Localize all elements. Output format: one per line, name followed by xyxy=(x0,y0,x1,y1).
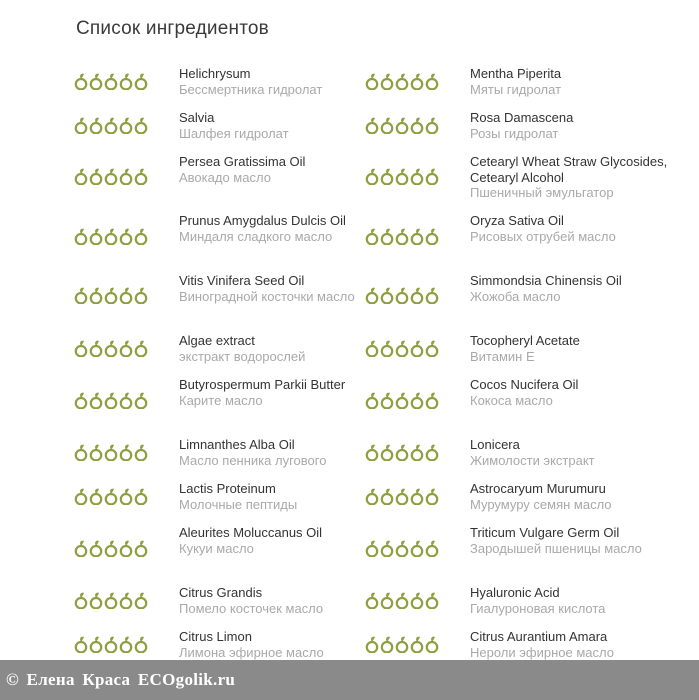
ingredient-texts xyxy=(470,377,670,408)
olive-icon xyxy=(89,488,103,505)
olive-icon xyxy=(425,488,439,505)
olive-icon xyxy=(134,540,148,557)
ingredient-texts xyxy=(470,585,670,616)
olive-icon xyxy=(380,444,394,461)
olive-icon xyxy=(410,636,424,653)
ingredient-name: Hyaluronic Acid xyxy=(470,585,560,600)
olive-icon xyxy=(89,444,103,461)
olive-icon xyxy=(119,117,133,134)
olive-icon xyxy=(395,168,409,185)
olive-icon xyxy=(89,340,103,357)
ingredient-texts xyxy=(179,525,364,556)
ingredient-texts xyxy=(179,437,364,468)
olive-icon xyxy=(410,488,424,505)
olive-icon xyxy=(74,488,88,505)
olive-icon xyxy=(395,488,409,505)
rating-olives xyxy=(74,488,148,505)
ingredient-name: Prunus Amygdalus Dulcis Oil xyxy=(179,213,346,228)
ingredient-description: Кокоса масло xyxy=(470,392,553,408)
olive-icon xyxy=(134,444,148,461)
olive-icon xyxy=(89,392,103,409)
olive-icon xyxy=(104,636,118,653)
ingredient-name: Tocopheryl Acetate xyxy=(470,333,580,348)
olive-icon xyxy=(380,636,394,653)
ingredient-name: Persea Gratissima Oil xyxy=(179,154,306,169)
olive-icon xyxy=(74,228,88,245)
olive-icon xyxy=(395,392,409,409)
olive-icon xyxy=(104,228,118,245)
olive-icon xyxy=(134,636,148,653)
rating-olives xyxy=(365,73,439,90)
olive-icon xyxy=(89,117,103,134)
ingredient-description: Жимолости экстракт xyxy=(470,452,595,468)
rating-olives xyxy=(365,168,439,185)
olive-icon xyxy=(395,444,409,461)
olive-icon xyxy=(365,592,379,609)
olive-icon xyxy=(425,73,439,90)
olive-icon xyxy=(380,540,394,557)
olive-icon xyxy=(89,228,103,245)
olive-icon xyxy=(104,444,118,461)
ingredient-description: Шалфея гидролат xyxy=(179,125,289,141)
olive-icon xyxy=(380,117,394,134)
olive-icon xyxy=(365,287,379,304)
olive-icon xyxy=(134,228,148,245)
olive-icon xyxy=(425,392,439,409)
olive-icon xyxy=(104,168,118,185)
rating-olives xyxy=(365,488,439,505)
rating-olives xyxy=(365,592,439,609)
ingredient-description: экстракт водорослей xyxy=(179,348,306,364)
olive-icon xyxy=(119,592,133,609)
ingredient-texts xyxy=(179,154,364,185)
olive-icon xyxy=(74,287,88,304)
olive-icon xyxy=(365,488,379,505)
olive-icon xyxy=(410,592,424,609)
olive-icon xyxy=(410,287,424,304)
olive-icon xyxy=(425,592,439,609)
rating-olives xyxy=(74,392,148,409)
olive-icon xyxy=(74,73,88,90)
olive-icon xyxy=(119,168,133,185)
olive-icon xyxy=(410,228,424,245)
rating-olives xyxy=(365,340,439,357)
olive-icon xyxy=(104,540,118,557)
rating-olives xyxy=(74,540,148,557)
olive-icon xyxy=(365,540,379,557)
olive-icon xyxy=(365,117,379,134)
ingredient-texts xyxy=(179,333,364,364)
olive-icon xyxy=(380,228,394,245)
olive-icon xyxy=(395,340,409,357)
ingredient-description: Помело косточек масло xyxy=(179,600,324,616)
ingredient-description: Кукуи масло xyxy=(179,540,254,556)
olive-icon xyxy=(134,592,148,609)
olive-icon xyxy=(134,488,148,505)
olive-icon xyxy=(74,117,88,134)
ingredient-texts xyxy=(470,273,670,304)
olive-icon xyxy=(425,287,439,304)
ingredient-name: Helichrysum xyxy=(179,66,251,81)
olive-icon xyxy=(74,636,88,653)
ingredient-description: Жожоба масло xyxy=(470,288,561,304)
olive-icon xyxy=(134,392,148,409)
olive-icon xyxy=(134,340,148,357)
olive-icon xyxy=(380,592,394,609)
ingredient-description: Розы гидролат xyxy=(470,125,559,141)
ingredient-name: Butyrospermum Parkii Butter xyxy=(179,377,346,392)
olive-icon xyxy=(410,168,424,185)
olive-icon xyxy=(365,168,379,185)
rating-olives xyxy=(365,287,439,304)
olive-icon xyxy=(119,540,133,557)
rating-olives xyxy=(365,392,439,409)
ingredient-texts xyxy=(470,629,670,660)
olive-icon xyxy=(425,444,439,461)
rating-olives xyxy=(74,340,148,357)
olive-icon xyxy=(74,168,88,185)
ingredient-description: Масло пенника лугового xyxy=(179,452,327,468)
olive-icon xyxy=(134,73,148,90)
olive-icon xyxy=(134,168,148,185)
olive-icon xyxy=(395,592,409,609)
olive-icon xyxy=(89,636,103,653)
rating-olives xyxy=(365,444,439,461)
olive-icon xyxy=(365,444,379,461)
olive-icon xyxy=(425,117,439,134)
page-title: Список ингредиентов xyxy=(76,18,269,39)
ingredient-name: Lonicera xyxy=(470,437,520,452)
ingredient-name: Citrus Aurantium Amara xyxy=(470,629,608,644)
ingredient-texts xyxy=(470,154,670,201)
olive-icon xyxy=(395,117,409,134)
olive-icon xyxy=(74,592,88,609)
olive-icon xyxy=(380,168,394,185)
ingredient-texts xyxy=(179,273,364,304)
olive-icon xyxy=(104,287,118,304)
olive-icon xyxy=(104,73,118,90)
olive-icon xyxy=(74,392,88,409)
ingredient-description: Молочные пептиды xyxy=(179,496,298,512)
ingredient-name: Algae extract xyxy=(179,333,255,348)
olive-icon xyxy=(410,73,424,90)
olive-icon xyxy=(365,73,379,90)
olive-icon xyxy=(119,340,133,357)
ingredient-description: Зародышей пшеницы масло xyxy=(470,540,642,556)
ingredient-description: Рисовых отрубей масло xyxy=(470,228,616,244)
ingredient-name: Rosa Damascena xyxy=(470,110,574,125)
ingredient-texts xyxy=(179,213,364,244)
rating-olives xyxy=(74,636,148,653)
olive-icon xyxy=(104,488,118,505)
olive-icon xyxy=(395,228,409,245)
olive-icon xyxy=(365,228,379,245)
olive-icon xyxy=(89,287,103,304)
rating-olives xyxy=(365,117,439,134)
ingredient-description: Авокадо масло xyxy=(179,169,271,185)
ingredient-description: Мяты гидролат xyxy=(470,81,562,97)
olive-icon xyxy=(365,340,379,357)
ingredient-texts xyxy=(470,437,670,468)
ingredient-description: Витамин Е xyxy=(470,348,535,364)
watermark-text: © Елена Краса ECOgolik.ru xyxy=(6,670,236,689)
olive-icon xyxy=(134,287,148,304)
ingredient-texts xyxy=(179,481,364,512)
olive-icon xyxy=(425,540,439,557)
ingredient-description: Бессмертника гидролат xyxy=(179,81,323,97)
olive-icon xyxy=(119,287,133,304)
olive-icon xyxy=(89,592,103,609)
ingredient-description: Виноградной косточки масло xyxy=(179,288,355,304)
ingredient-texts xyxy=(470,525,670,556)
olive-icon xyxy=(119,392,133,409)
olive-icon xyxy=(365,392,379,409)
ingredient-name: Astrocaryum Murumuru xyxy=(470,481,606,496)
ingredient-texts xyxy=(179,110,364,141)
rating-olives xyxy=(74,287,148,304)
olive-icon xyxy=(395,540,409,557)
olive-icon xyxy=(74,444,88,461)
olive-icon xyxy=(74,340,88,357)
ingredient-texts xyxy=(179,629,364,660)
olive-icon xyxy=(380,488,394,505)
olive-icon xyxy=(380,392,394,409)
olive-icon xyxy=(425,168,439,185)
olive-icon xyxy=(380,287,394,304)
ingredient-texts xyxy=(179,377,364,408)
olive-icon xyxy=(425,228,439,245)
olive-icon xyxy=(425,340,439,357)
rating-olives xyxy=(74,592,148,609)
rating-olives xyxy=(74,168,148,185)
olive-icon xyxy=(410,444,424,461)
ingredient-name: Oryza Sativa Oil xyxy=(470,213,564,228)
rating-olives xyxy=(74,228,148,245)
ingredient-name: Simmondsia Chinensis Oil xyxy=(470,273,622,288)
olive-icon xyxy=(104,592,118,609)
rating-olives xyxy=(365,636,439,653)
ingredient-name: Citrus Limon xyxy=(179,629,252,644)
olive-icon xyxy=(380,73,394,90)
ingredient-description: Нероли эфирное масло xyxy=(470,644,614,660)
watermark-bar xyxy=(0,660,699,700)
olive-icon xyxy=(365,636,379,653)
ingredient-texts xyxy=(470,481,670,512)
ingredient-name: Aleurites Moluccanus Oil xyxy=(179,525,323,540)
ingredient-texts xyxy=(179,585,364,616)
ingredient-description: Мурумуру семян масло xyxy=(470,496,612,512)
olive-icon xyxy=(74,540,88,557)
ingredient-texts xyxy=(470,66,670,97)
ingredient-name: Limnanthes Alba Oil xyxy=(179,437,295,452)
olive-icon xyxy=(104,340,118,357)
olive-icon xyxy=(410,340,424,357)
olive-icon xyxy=(134,117,148,134)
olive-icon xyxy=(104,117,118,134)
olive-icon xyxy=(119,488,133,505)
ingredient-name: Triticum Vulgare Germ Oil xyxy=(470,525,620,540)
olive-icon xyxy=(119,636,133,653)
ingredient-texts xyxy=(470,213,670,244)
olive-icon xyxy=(119,228,133,245)
olive-icon xyxy=(410,117,424,134)
olive-icon xyxy=(89,73,103,90)
rating-olives xyxy=(365,228,439,245)
ingredient-name: Cocos Nucifera Oil xyxy=(470,377,579,392)
rating-olives xyxy=(74,117,148,134)
rating-olives xyxy=(74,73,148,90)
ingredient-texts xyxy=(470,110,670,141)
rating-olives xyxy=(365,540,439,557)
ingredient-name: Salvia xyxy=(179,110,215,125)
ingredient-name: Mentha Piperita xyxy=(470,66,562,81)
ingredient-texts xyxy=(179,66,364,97)
rating-olives xyxy=(74,444,148,461)
ingredient-description: Гиалуроновая кислота xyxy=(470,600,606,616)
olive-icon xyxy=(425,636,439,653)
olive-icon xyxy=(104,392,118,409)
olive-icon xyxy=(410,540,424,557)
ingredient-name: Citrus Grandis xyxy=(179,585,263,600)
olive-icon xyxy=(380,340,394,357)
olive-icon xyxy=(395,287,409,304)
ingredient-description: Карите масло xyxy=(179,392,263,408)
olive-icon xyxy=(410,392,424,409)
ingredient-description: Миндаля сладкого масло xyxy=(179,228,333,244)
olive-icon xyxy=(119,73,133,90)
ingredient-texts xyxy=(470,333,670,364)
olive-icon xyxy=(395,73,409,90)
olive-icon xyxy=(119,444,133,461)
ingredient-description: Пшеничный эмульгатор xyxy=(470,185,614,200)
olive-icon xyxy=(395,636,409,653)
olive-icon xyxy=(89,540,103,557)
ingredient-description: Лимона эфирное масло xyxy=(179,644,324,660)
ingredient-name: Lactis Proteinum xyxy=(179,481,276,496)
ingredient-name: Vitis Vinifera Seed Oil xyxy=(179,273,305,288)
ingredient-name: Cetearyl Wheat Straw Glycosides, Cetearyl Alcohol xyxy=(470,154,668,185)
olive-icon xyxy=(89,168,103,185)
